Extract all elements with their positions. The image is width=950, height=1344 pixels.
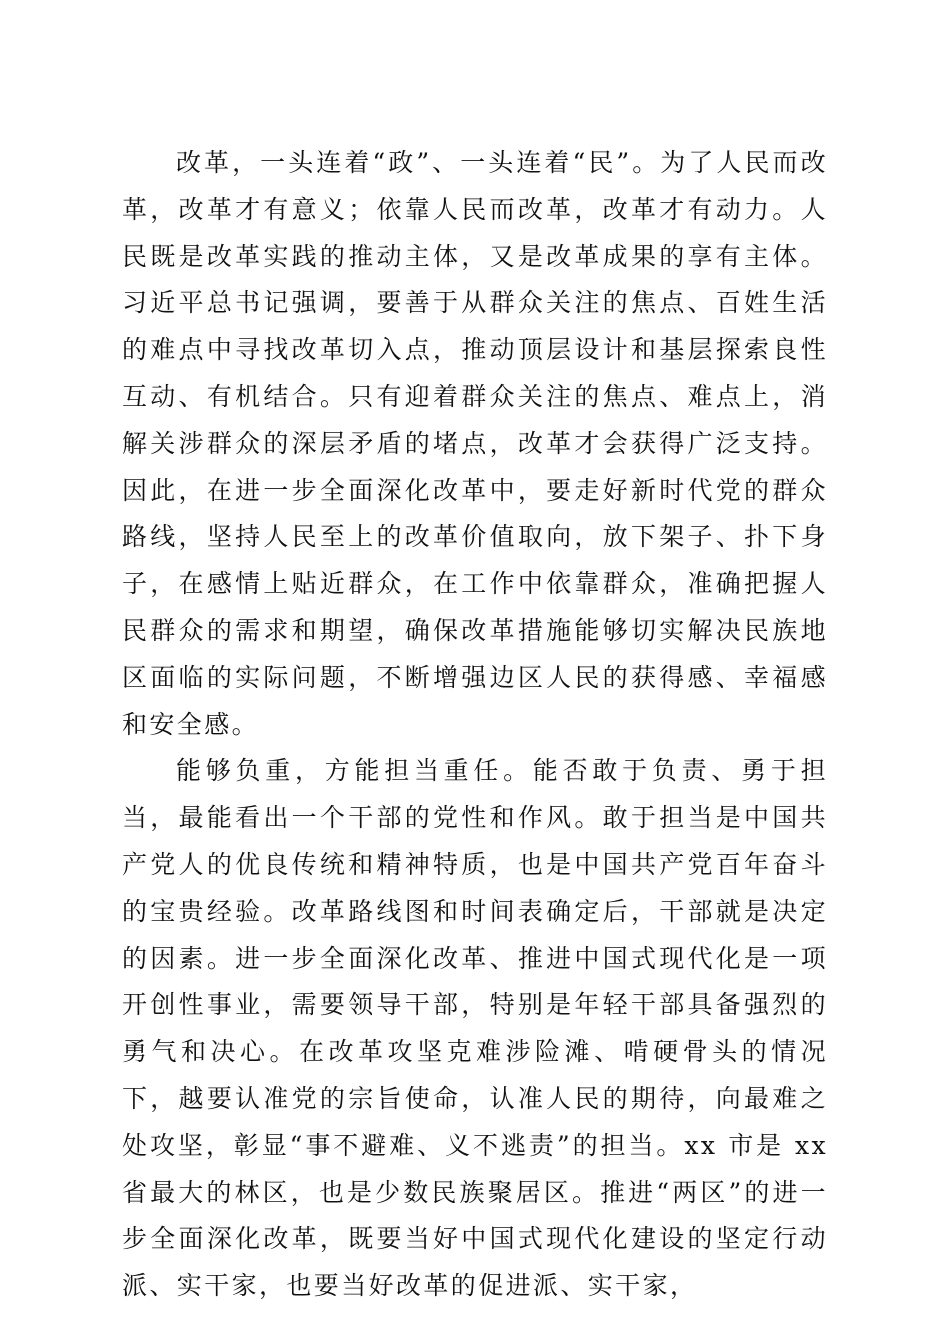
paragraph-people-centered-reform: 改革，一头连着“政”、一头连着“民”。为了人民而改革，改革才有意义；依靠人民而改革，改革才有动力。人民既是改革实践的推动主体，又是改革成果的享有主体。习近平总书记强调，要善于从群众关注的焦点、百姓生活的难点中寻找改革切入点，推动顶层设计和基层探索良性互动、有机结合。只有迎着群众关注的焦点、难点上，消解关涉群众的深层矛盾的堵点，改革才会获得广泛支持。因此，在进一步全面深化改革中，要走好新时代党的群众路线，坚持人民至上的改革价值取向，放下架子、扑下身子，在感情上贴近群众，在工作中依靠群众，准确把握人民群众的需求和期望，确保改革措施能够切实解决民族地区面临的实际问题，不断增强边区人民的获得感、幸福感和安全感。 <box>122 148 828 739</box>
document-body <box>122 140 828 1310</box>
paragraph-cadre-responsibility: 能够负重，方能担当重任。能否敢于负责、勇于担当，最能看出一个干部的党性和作风。敢于担当是中国共产党人的优良传统和精神特质，也是中国共产党百年奋斗的宝贵经验。改革路线图和时间表确定后，干部就是决定的因素。进一步全面深化改革、推进中国式现代化是一项开创性事业，需要领导干部，特别是年轻干部具备强烈的勇气和决心。在改革攻坚克难涉险滩、啃硬骨头的情况下，越要认准党的宗旨使命，认准人民的期待，向最难之处攻坚，彰显“事不避难、义不逃责”的担当。xx 市是 xx 省最大的林区，也是少数民族聚居区。推进“两区”的进一步全面深化改革，既要当好中国式现代化建设的坚定行动派、实干家，也要当好改革的促进派、实干家， <box>122 756 828 1301</box>
